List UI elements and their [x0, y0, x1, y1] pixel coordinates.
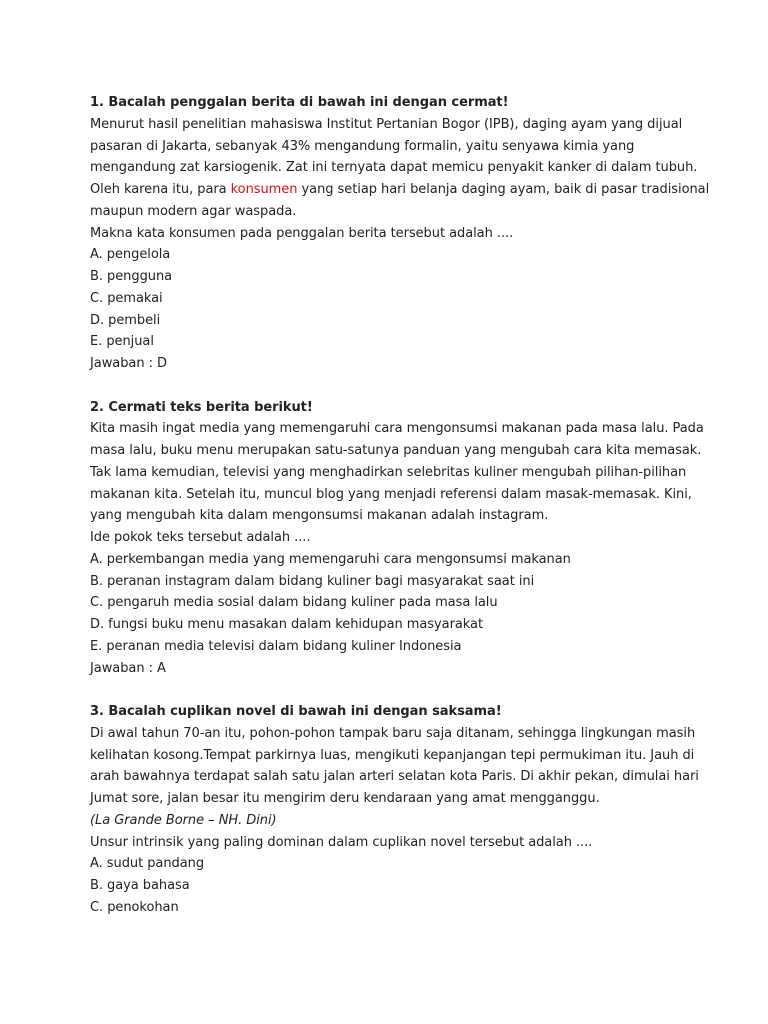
answer-option: E. peranan media televisi dalam bidang kuliner Indonesia: [90, 638, 462, 654]
answer-option: B. pengguna: [90, 269, 173, 284]
answer-option: B. peranan instagram dalam bidang kuliner bagi masyarakat saat ini: [90, 573, 535, 589]
novel-citation: (La Grande Borne – NH. Dini): [90, 812, 277, 828]
question-3: [90, 701, 699, 919]
answer-key: Jawaban : D: [90, 356, 167, 371]
answer-option: A. perkembangan media yang memengaruhi cara mengonsumsi makanan: [90, 551, 571, 567]
passage-line: mengandung zat karsiogenik. Zat ini ternyata dapat memicu penyakit kanker di dalam tubuh.: [90, 160, 698, 176]
passage-line: Menurut hasil penelitian mahasiswa Institut Pertanian Bogor (IPB), daging ayam yang dijual: [90, 116, 683, 132]
passage-line: Jumat sore, jalan besar itu mengirim deru kendaraan yang amat mengganggu.: [90, 791, 600, 806]
answer-option: C. pemakai: [90, 290, 163, 306]
answer-option: B. gaya bahasa: [90, 878, 190, 893]
document-content: [90, 92, 710, 919]
question-title: 2. Cermati teks berita berikut!: [90, 399, 313, 415]
passage-line: pasaran di Jakarta, sebanyak 43% mengandung formalin, yaitu senyawa kimia yang: [90, 138, 635, 154]
highlighted-word: konsumen: [230, 182, 298, 197]
answer-option: C. penokohan: [90, 899, 179, 915]
answer-option: E. penjual: [90, 334, 154, 350]
passage-line: yang mengubah kita dalam mengonsumsi makanan adalah instagram.: [90, 508, 549, 524]
passage-line: maupun modern agar waspada.: [90, 203, 297, 219]
question-title: 1. Bacalah penggalan berita di bawah ini dengan cermat!: [90, 95, 509, 110]
spacer: [90, 679, 690, 701]
passage-text: Oleh karena itu, para: [90, 182, 231, 197]
question-1: [90, 92, 710, 375]
question-prompt: Ide pokok teks tersebut adalah ....: [90, 530, 311, 545]
passage-line: Tak lama kemudian, televisi yang menghadirkan selebritas kuliner mengubah pilihan-pilihan: [90, 464, 687, 480]
answer-key: Jawaban : A: [90, 660, 166, 676]
question-prompt: Unsur intrinsik yang paling dominan dalam cuplikan novel tersebut adalah ....: [90, 834, 593, 850]
passage-line: kelihatan kosong.Tempat parkirnya luas, mengikuti kepanjangan tepi permukiman itu. Jauh di: [90, 747, 695, 763]
passage-line: makanan kita. Setelah itu, muncul blog yang menjadi referensi dalam masak-memasak. Kini,: [90, 486, 692, 502]
passage-line: Kita masih ingat media yang memengaruhi cara mengonsumsi makanan pada masa lalu. Pada: [90, 421, 704, 437]
question-2: [90, 397, 704, 680]
answer-option: D. pembeli: [90, 312, 161, 328]
passage-line: Di awal tahun 70-an itu, pohon-pohon tampak baru saja ditanam, sehingga lingkungan masih: [90, 725, 696, 741]
answer-option: A. pengelola: [90, 247, 171, 263]
passage-line-with-highlight: [90, 179, 710, 201]
passage-line: masa lalu, buku menu merupakan satu-satunya panduan yang mengubah cara kita memasak.: [90, 443, 702, 458]
passage-text: yang setiap hari belanja daging ayam, baik di pasar tradisional: [297, 182, 710, 197]
question-title: 3. Bacalah cuplikan novel di bawah ini dengan saksama!: [90, 704, 502, 719]
answer-option: A. sudut pandang: [90, 856, 205, 872]
answer-option: D. fungsi buku menu masakan dalam kehidupan masyarakat: [90, 617, 483, 632]
answer-option: C. pengaruh media sosial dalam bidang kuliner pada masa lalu: [90, 595, 498, 611]
passage-line: arah bawahnya terdapat salah satu jalan arteri selatan kota Paris. Di akhir pekan, dimulai hari: [90, 769, 699, 785]
spacer: [90, 375, 690, 397]
question-prompt: Makna kata konsumen pada penggalan berita tersebut adalah ....: [90, 225, 514, 241]
